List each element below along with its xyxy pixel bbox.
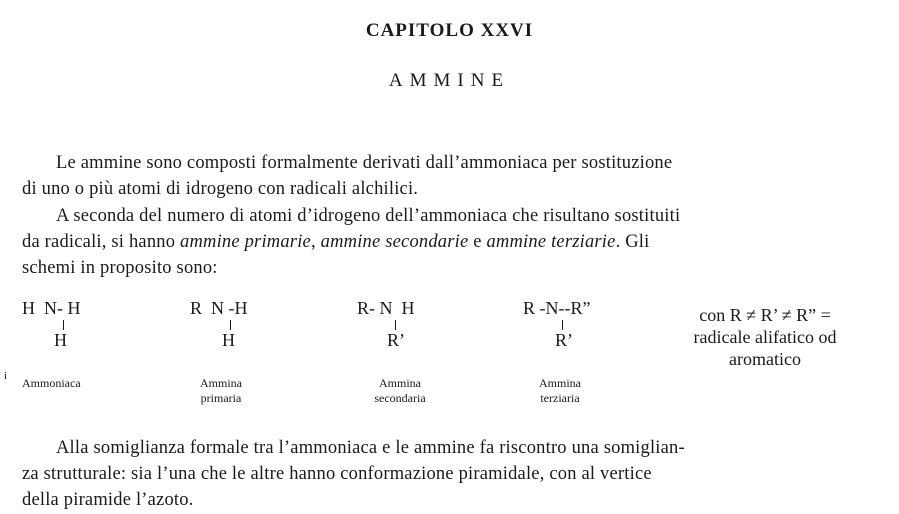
formula-substituent: R’ [555,330,573,350]
paragraph-line: A seconda del numero di atomi d’idrogeno dell’ammoniaca che risultano sostituiti [56,206,681,226]
term-secondary-amines: ammine secondarie [320,232,469,252]
formula-ammonia: H N- H [22,298,81,318]
formula-secondary-amine: R- N H [357,298,415,318]
term-tertiary-amines: ammine terziarie [486,232,616,252]
caption-line: secondaria [374,391,426,405]
formula-substituent: H [222,330,235,350]
paragraph-intro [22,150,867,202]
note-line: radicale alifatico od [693,327,837,347]
chapter-heading: CAPITOLO XXVI [365,20,534,41]
note-line: con R ≠ R’ ≠ R” = [699,305,831,325]
paragraph-line: schemi in proposito sono: [22,258,218,278]
text-span: . Gli [615,232,650,252]
caption-primary-amine [190,376,252,406]
paragraph-line: Le ammine sono composti formalmente derivati dall’ammoniaca per sostituzione [56,153,673,173]
caption-line: terziaria [540,391,580,405]
caption-tertiary-amine [525,376,595,406]
text-span: da radicali, si hanno [22,232,181,252]
paragraph-line: Alla somiglianza formale tra l’ammoniaca e le ammine fa riscontro una somiglian- [56,438,685,458]
paragraph-line: za strutturale: sia l’una che le altre hanno conformazione piramidale, con al vertice [22,464,652,484]
term-primary-amines: ammine primarie [180,232,311,252]
caption-line: Ammina [539,376,581,390]
formula-substituent: R’ [387,330,405,350]
formula-tertiary-amine: R -N--R” [523,298,591,318]
caption-secondary-amine [360,376,440,406]
formula-primary-amine: R N -H [190,298,248,318]
text-span: , [310,232,321,252]
caption-ammonia: Ammoniaca [22,376,81,390]
formula-substituent: H [54,330,67,350]
paragraph-classification [22,203,867,281]
bond-line [230,320,231,330]
paragraph-structure [22,435,872,513]
paragraph-line: di uno o più atomi di idrogeno con radicali alchilici. [22,179,419,199]
caption-line: Ammina [200,376,242,390]
page-title: AMMINE [388,70,511,91]
text-span: e [468,232,487,252]
note-line: aromatico [729,349,801,369]
paragraph-line: della piramide l’azoto. [22,490,194,510]
margin-mark: i [4,370,8,382]
caption-line: Ammina [379,376,421,390]
radical-note [660,304,870,370]
bond-line [395,320,396,330]
caption-line: primaria [200,391,242,405]
bond-line [562,320,563,330]
bond-line [63,320,64,330]
paragraph-line [22,229,867,255]
